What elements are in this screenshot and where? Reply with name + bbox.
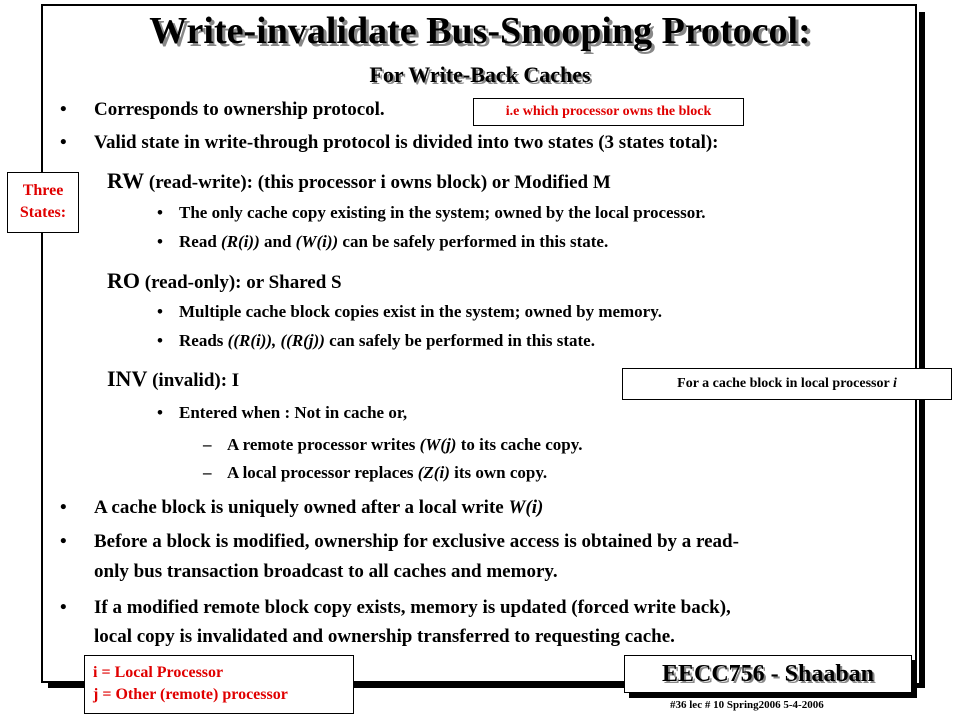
ownership-note: i.e which processor owns the block xyxy=(473,98,744,126)
state-ro-heading: RO (read-only): or Shared S xyxy=(107,268,342,293)
bullet-continuation: local copy is invalidated and ownership transferred to requesting cache. xyxy=(94,626,675,647)
three-states-note: Three States: xyxy=(7,172,79,233)
lecture-meta: #36 lec # 10 Spring2006 5-4-2006 xyxy=(670,699,824,711)
local-block-note: For a cache block in local processor i xyxy=(622,368,952,400)
slide-title: Write-invalidate Bus-Snooping Protocol: xyxy=(149,10,811,52)
legend-note: i = Local Processor j = Other (remote) processor xyxy=(84,655,354,714)
course-brand: EECC756 - Shaaban xyxy=(624,655,912,693)
slide-subtitle: For Write-Back Caches xyxy=(369,62,591,87)
frame-shadow-right xyxy=(919,12,925,685)
state-inv-heading: INV (invalid): I xyxy=(107,366,240,391)
bullet-continuation: only bus transaction broadcast to all caches and memory. xyxy=(94,561,558,582)
state-rw-heading: RW (read-write): (this processor i owns block) or Modified M xyxy=(107,168,611,193)
